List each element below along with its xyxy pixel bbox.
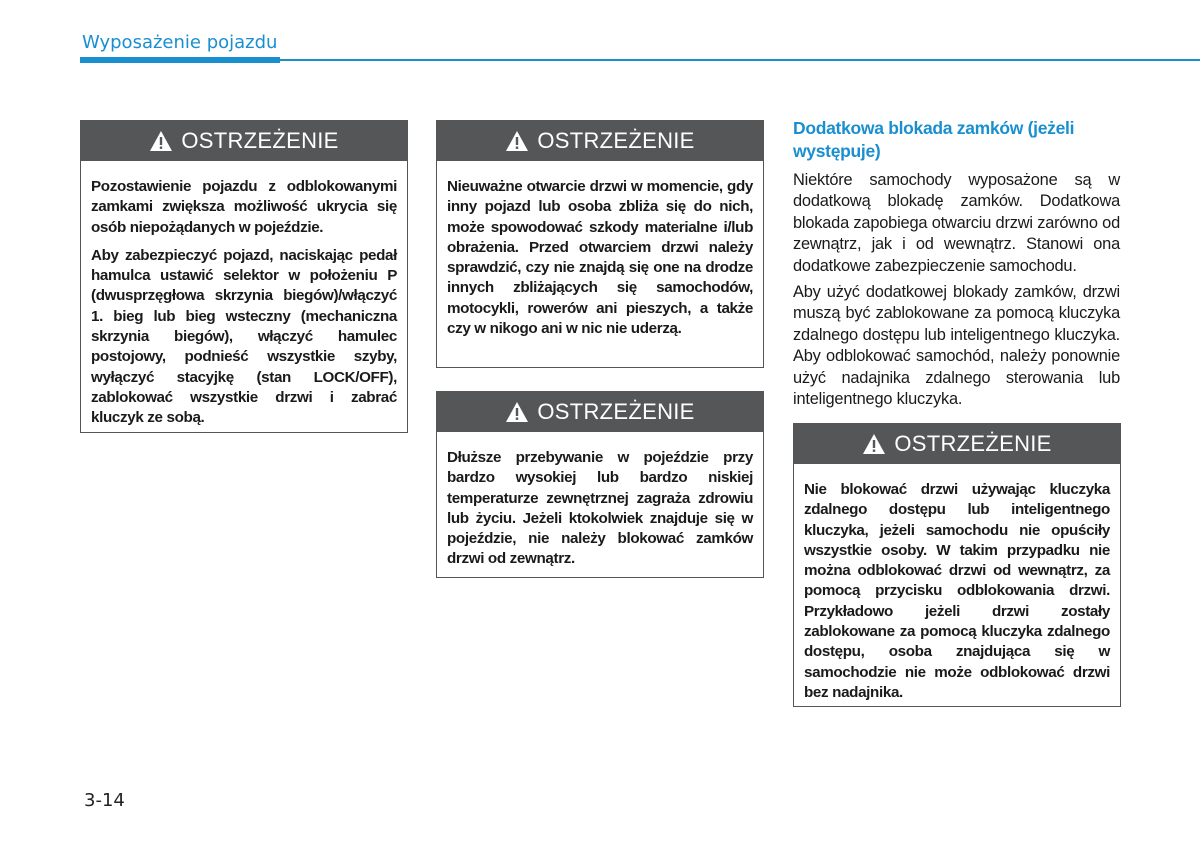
- warning-title: OSTRZEŻENIE: [537, 128, 695, 153]
- warning-box-door-opening: [436, 120, 764, 368]
- warning-title: OSTRZEŻENIE: [894, 431, 1052, 456]
- warning-box-unlocked-vehicle: [80, 120, 408, 433]
- warning-header: [437, 392, 763, 432]
- warning-box-temperature: [436, 391, 764, 578]
- warning-paragraph: Nieuważne otwarcie drzwi w momencie, gdy inny pojazd lub osoba zbliża się do nich, może spowodować szkody materialne i/lub obrażenia. Przed otwarciem drzwi należy sprawdzić, czy nie znajdą się one na drodze innych zbliżających się samochodów, motocykli, rowerów ani pieszych, a także czy w nikogo ani w nic nie uderzą.: [447, 178, 753, 338]
- warning-body: [437, 161, 763, 355]
- header-divider: [80, 59, 1200, 61]
- warning-body: [81, 161, 407, 445]
- warning-triangle-icon: [862, 433, 886, 455]
- warning-header: [437, 121, 763, 161]
- page-number: 3-14: [84, 790, 125, 811]
- warning-paragraph: Pozostawienie pojazdu z odblokowanymi zamkami zwiększa możliwość ukrycia się osób niepożądanych w pojeździe.: [91, 178, 397, 236]
- warning-title: OSTRZEŻENIE: [537, 399, 695, 424]
- warning-triangle-icon: [505, 130, 529, 152]
- section-title: Dodatkowa blokada zamków (jeżeli występuje): [793, 118, 1075, 161]
- warning-paragraph: Nie blokować drzwi używając kluczyka zdalnego dostępu lub inteligentnego kluczyka, jeżeli samochodu nie opuściły wszystkie osoby. W takim przypadku nie można odblokować drzwi od wewnątrz, za pomocą przycisku odblokowania drzwi. Przykładowo jeżeli drzwi zostały zablokowane za pomocą kluczyka zdalnego dostępu, osoba znajdująca się w samochodzie nie może odblokować drzwi bez nadajnika.: [804, 481, 1110, 701]
- warning-paragraph: Dłuższe przebywanie w pojeździe przy bardzo wysokiej lub bardzo niskiej temperaturze zewnętrznej zagraża zdrowiu lub życiu. Jeżeli ktokolwiek znajduje się w pojeździe, nie należy blokować zamków drzwi od zewnątrz.: [447, 449, 753, 568]
- section-paragraph: Aby użyć dodatkowej blokady zamków, drzwi muszą być zablokowane za pomocą kluczyka zdalnego dostępu lub inteligentnego kluczyka. Aby odblokować samochód, należy ponownie użyć nadajnika zdalnego sterowania lub inteligentnego kluczyka.: [793, 283, 1120, 409]
- warning-header: [794, 424, 1120, 464]
- warning-triangle-icon: [505, 401, 529, 423]
- page-header-title: Wyposażenie pojazdu: [82, 32, 278, 53]
- warning-body: [437, 432, 763, 586]
- warning-box-locking-with-occupants: [793, 423, 1121, 707]
- warning-paragraph: Aby zabezpieczyć pojazd, naciskając pedał hamulca ustawić selektor w położeniu P (dwusprzęgłowa skrzynia biegów)/włączyć 1. bieg lub bieg wsteczny (mechaniczna skrzynia biegów), włączyć hamulec postojowy, podnieść wszystkie szyby, wyłączyć stacyjkę (stan LOCK/OFF), zablokować wszystkie drzwi i zabrać kluczyk ze sobą.: [91, 246, 397, 427]
- section-paragraph: Niektóre samochody wyposażone są w dodatkową blokadę zamków. Dodatkowa blokada zapobiega otwarciu drzwi zarówno od zewnątrz, jak i od wewnątrz. Stanowi ona dodatkowe zabezpieczenie samochodu.: [793, 171, 1120, 275]
- warning-body: [794, 464, 1120, 719]
- warning-header: [81, 121, 407, 161]
- warning-triangle-icon: [149, 130, 173, 152]
- warning-title: OSTRZEŻENIE: [181, 128, 339, 153]
